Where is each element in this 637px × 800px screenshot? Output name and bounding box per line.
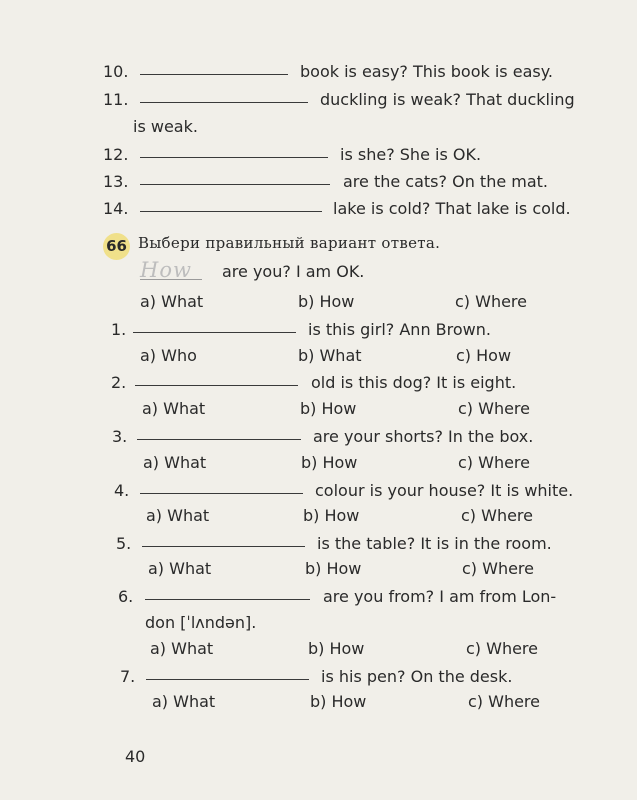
item-number: 14. (103, 199, 129, 218)
option-a[interactable]: a) What (152, 692, 216, 711)
task-number-badge: 66 (103, 233, 130, 260)
answer-blank[interactable] (140, 211, 322, 212)
item-number: 11. (103, 90, 129, 109)
item-number: 13. (103, 172, 129, 191)
task-title: Выбери правильный вариант ответа. (138, 234, 441, 252)
answer-blank[interactable] (146, 679, 309, 680)
question-options (0, 451, 637, 475)
option-b[interactable]: b) How (303, 506, 360, 525)
option-a[interactable]: a) What (143, 453, 207, 472)
option-c[interactable]: c) Where (462, 559, 534, 578)
item-text: lake is cold? That lake is cold. (333, 199, 571, 218)
option-b[interactable]: b) How (308, 639, 365, 658)
page-number: 40 (125, 747, 146, 766)
question-number: 1. (111, 320, 127, 339)
question-number: 2. (111, 373, 127, 392)
answer-blank[interactable] (140, 74, 288, 75)
exercise-item (0, 170, 637, 194)
question-options (0, 344, 637, 368)
answer-blank[interactable] (140, 102, 308, 103)
answer-blank[interactable] (135, 385, 298, 386)
question-options (0, 690, 637, 714)
question-options (0, 637, 637, 661)
question-text: is this girl? Ann Brown. (308, 320, 491, 339)
question-item (0, 425, 637, 449)
option-c[interactable]: c) Where (458, 453, 530, 472)
question-text: is the table? It is in the room. (317, 534, 552, 553)
option-b[interactable]: b) How (305, 559, 362, 578)
option-b[interactable]: b) How (310, 692, 367, 711)
exercise-item (0, 143, 637, 167)
item-text: book is easy? This book is easy. (300, 62, 553, 81)
exercise-item (0, 197, 637, 221)
option-b[interactable]: b) How (300, 399, 357, 418)
question-number: 6. (118, 587, 134, 606)
option-a[interactable]: a) What (148, 559, 212, 578)
answer-blank[interactable] (145, 599, 310, 600)
option-c[interactable]: c) How (456, 346, 512, 365)
exercise-item (0, 88, 637, 112)
item-text: is she? She is OK. (340, 145, 482, 164)
option-b[interactable]: b) How (301, 453, 358, 472)
question-text: are your shorts? In the box. (313, 427, 534, 446)
item-text-continuation: is weak. (133, 117, 198, 136)
option-c[interactable]: c) Where (455, 292, 527, 311)
answer-blank[interactable] (142, 546, 305, 547)
question-item (0, 532, 637, 556)
answer-blank[interactable] (140, 493, 303, 494)
question-item (0, 318, 637, 342)
question-text: are you from? I am from Lon- (323, 587, 557, 606)
item-number: 10. (103, 62, 129, 81)
question-item (0, 479, 637, 503)
item-text: are the cats? On the mat. (343, 172, 549, 191)
item-text: duckling is weak? That duckling (320, 90, 575, 109)
option-a[interactable]: a) What (140, 292, 204, 311)
answer-blank[interactable] (140, 157, 328, 158)
question-options (0, 397, 637, 421)
example-item (0, 260, 637, 284)
option-c[interactable]: c) Where (468, 692, 540, 711)
question-item-continuation (0, 611, 637, 635)
answer-blank[interactable] (137, 439, 301, 440)
example-options (0, 290, 637, 314)
option-c[interactable]: c) Where (461, 506, 533, 525)
question-options (0, 557, 637, 581)
question-options (0, 504, 637, 528)
option-c[interactable]: c) Where (466, 639, 538, 658)
option-a[interactable]: a) Who (140, 346, 197, 365)
question-text: is his pen? On the desk. (321, 667, 513, 686)
option-c[interactable]: c) Where (458, 399, 530, 418)
question-number: 7. (120, 667, 136, 686)
option-a[interactable]: a) What (146, 506, 210, 525)
option-a[interactable]: a) What (150, 639, 214, 658)
exercise-item-continuation (0, 115, 637, 139)
question-number: 3. (112, 427, 128, 446)
question-text: old is this dog? It is eight. (311, 373, 517, 392)
exercise-item (0, 60, 637, 84)
example-handwritten-answer: How (140, 258, 192, 282)
option-b[interactable]: b) How (298, 292, 355, 311)
option-a[interactable]: a) What (142, 399, 206, 418)
question-item (0, 585, 637, 609)
question-item (0, 665, 637, 689)
question-number: 5. (116, 534, 132, 553)
question-text: colour is your house? It is white. (315, 481, 574, 500)
question-item (0, 371, 637, 395)
question-number: 4. (114, 481, 130, 500)
option-b[interactable]: b) What (298, 346, 362, 365)
item-number: 12. (103, 145, 129, 164)
answer-blank[interactable] (140, 184, 330, 185)
answer-blank[interactable] (133, 332, 296, 333)
question-text-continuation: don [ˈlʌndən]. (145, 613, 257, 632)
example-text: are you? I am OK. (222, 262, 365, 281)
